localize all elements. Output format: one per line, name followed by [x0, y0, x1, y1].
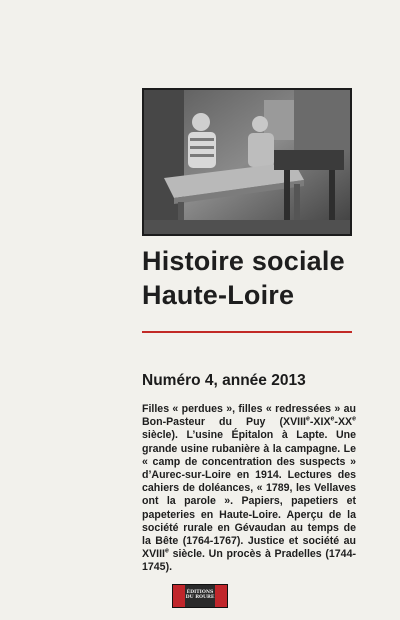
table-of-contents-summary: [142, 403, 356, 575]
logo-red-block-right: [215, 585, 227, 607]
magazine-title: [142, 244, 392, 312]
superscript-e: e: [330, 415, 335, 423]
superscript-e: e: [352, 415, 356, 423]
publisher-name: [185, 590, 215, 601]
publisher-line-2: DU ROURE: [185, 595, 215, 601]
publisher-logo: [172, 584, 228, 608]
summary-part-5: siècle. Un procès à Pradelles (1744-1745).: [142, 548, 356, 574]
summary-part-3: -XX: [334, 416, 353, 429]
issue-number: Numéro 4, année 2013: [142, 372, 306, 389]
publisher-line-1: ÉDITIONS: [186, 590, 214, 595]
cover-photo: [142, 88, 352, 236]
title-line-2: Haute-Loire: [142, 280, 295, 310]
logo-red-block-left: [173, 585, 185, 607]
workshop-photo-image: [144, 90, 350, 234]
superscript-e: e: [164, 547, 169, 555]
summary-part-2: -XIX: [309, 416, 331, 429]
red-divider: [142, 331, 352, 333]
superscript-e: e: [306, 415, 310, 423]
summary-part-1: Filles « perdues », filles « redressées » au Bon-Pasteur du Puy (XVIII: [142, 403, 356, 429]
summary-part-4: siècle). L’usine Épitalon à Lapte. Une grande usine rubanière à la campagne. Le « camp de concentration des suspects » d’Aurec-sur-Loire en 1914. Lectures des cahiers de doléances, « 1789, les Vellaves ont la parole ». Papiers, papetiers et papeteries en Haute-Loire. Aperçu de la société rurale en Gévaudan au temps de la Bête (1764-1767). Justice et société au XVIII: [142, 429, 356, 561]
title-line-1: Histoire sociale: [142, 246, 345, 276]
